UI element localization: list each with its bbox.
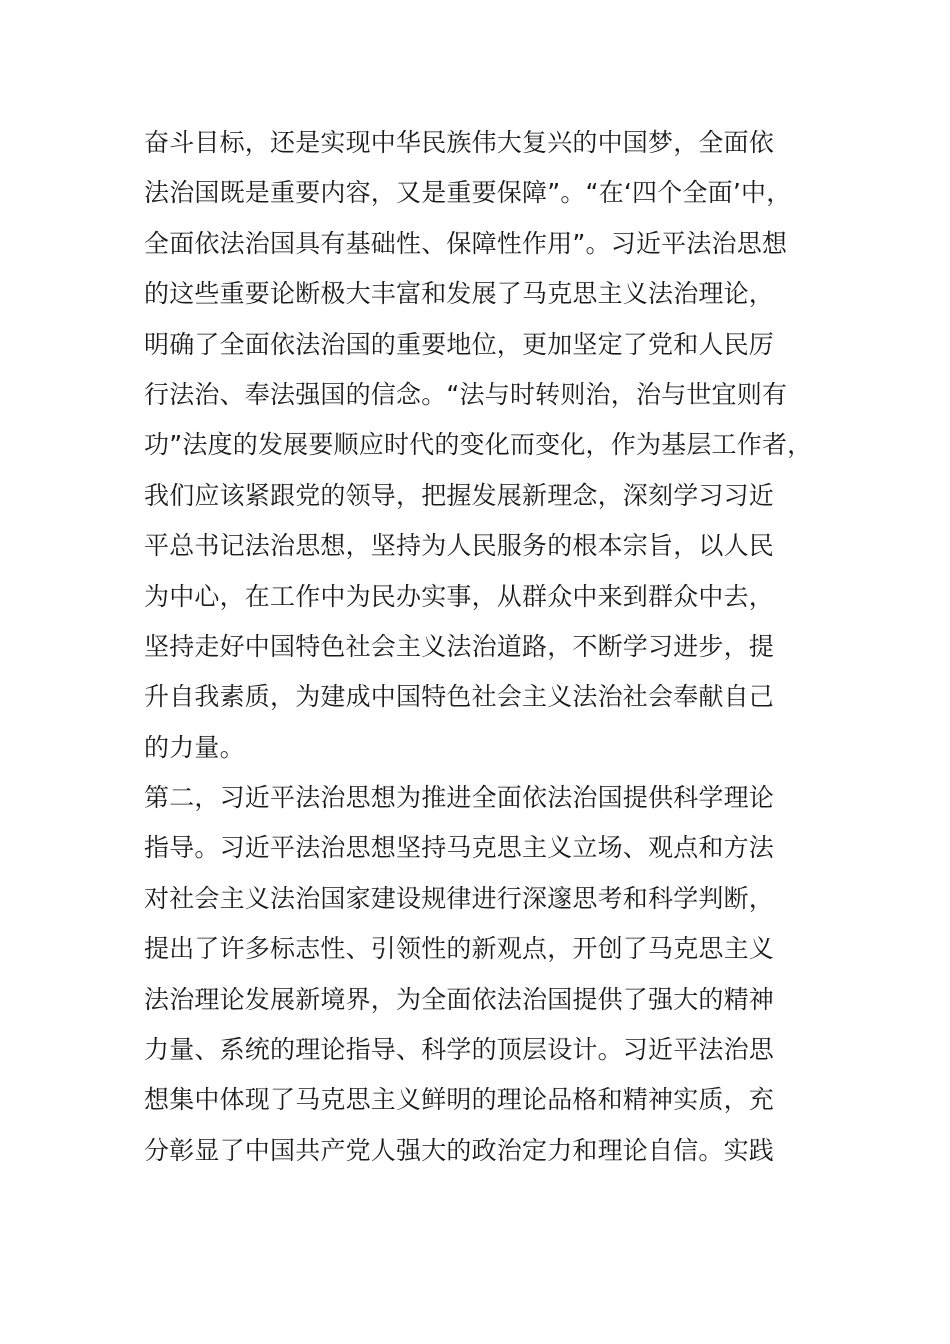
text-line: 的力量。 — [144, 732, 245, 762]
text-line: 对社会主义法治国家建设规律进行深邃思考和科学判断， — [144, 883, 775, 913]
text-line: 明确了全面依法治国的重要地位，更加坚定了党和人民厉 — [144, 329, 775, 359]
text-line: 指导。习近平法治思想坚持马克思主义立场、观点和方法 — [144, 833, 775, 863]
text-line: 全面依法治国具有基础性、保障性作用”。习近平法治思想 — [144, 228, 788, 258]
text-line: 提出了许多标志性、引领性的新观点，开创了马克思主义 — [144, 934, 775, 964]
text-line: 的这些重要论断极大丰富和发展了马克思主义法治理论， — [144, 279, 775, 309]
text-line: 为中心，在工作中为民办实事，从群众中来到群众中去， — [144, 581, 775, 611]
text-line: 分彰显了中国共产党人强大的政治定力和理论自信。实践 — [144, 1135, 775, 1165]
body-text — [144, 118, 844, 1176]
text-line: 法治理论发展新境界，为全面依法治国提供了强大的精神 — [144, 984, 775, 1014]
text-line: 力量、系统的理论指导、科学的顶层设计。习近平法治思 — [144, 1035, 775, 1065]
text-line: 法治国既是重要内容，又是重要保障”。“在‘四个全面’中， — [144, 178, 792, 208]
text-line: 奋斗目标，还是实现中华民族伟大复兴的中国梦，全面依 — [144, 128, 775, 157]
text-line: 功”法度的发展要顺应时代的变化而变化，作为基层工作者， — [144, 430, 813, 460]
text-line: 升自我素质，为建成中国特色社会主义法治社会奉献自己 — [144, 682, 775, 712]
text-line: 平总书记法治思想，坚持为人民服务的根本宗旨，以人民 — [144, 531, 775, 561]
text-line: 我们应该紧跟党的领导，把握发展新理念，深刻学习习近 — [144, 480, 775, 510]
text-line: 第二，习近平法治思想为推进全面依法治国提供科学理论 — [144, 783, 775, 813]
text-line: 行法治、奉法强国的信念。“法与时转则治，治与世宜则有 — [144, 379, 788, 409]
text-line: 想集中体现了马克思主义鲜明的理论品格和精神实质，充 — [144, 1085, 775, 1115]
text-line: 坚持走好中国特色社会主义法治道路，不断学习进步，提 — [144, 631, 775, 661]
